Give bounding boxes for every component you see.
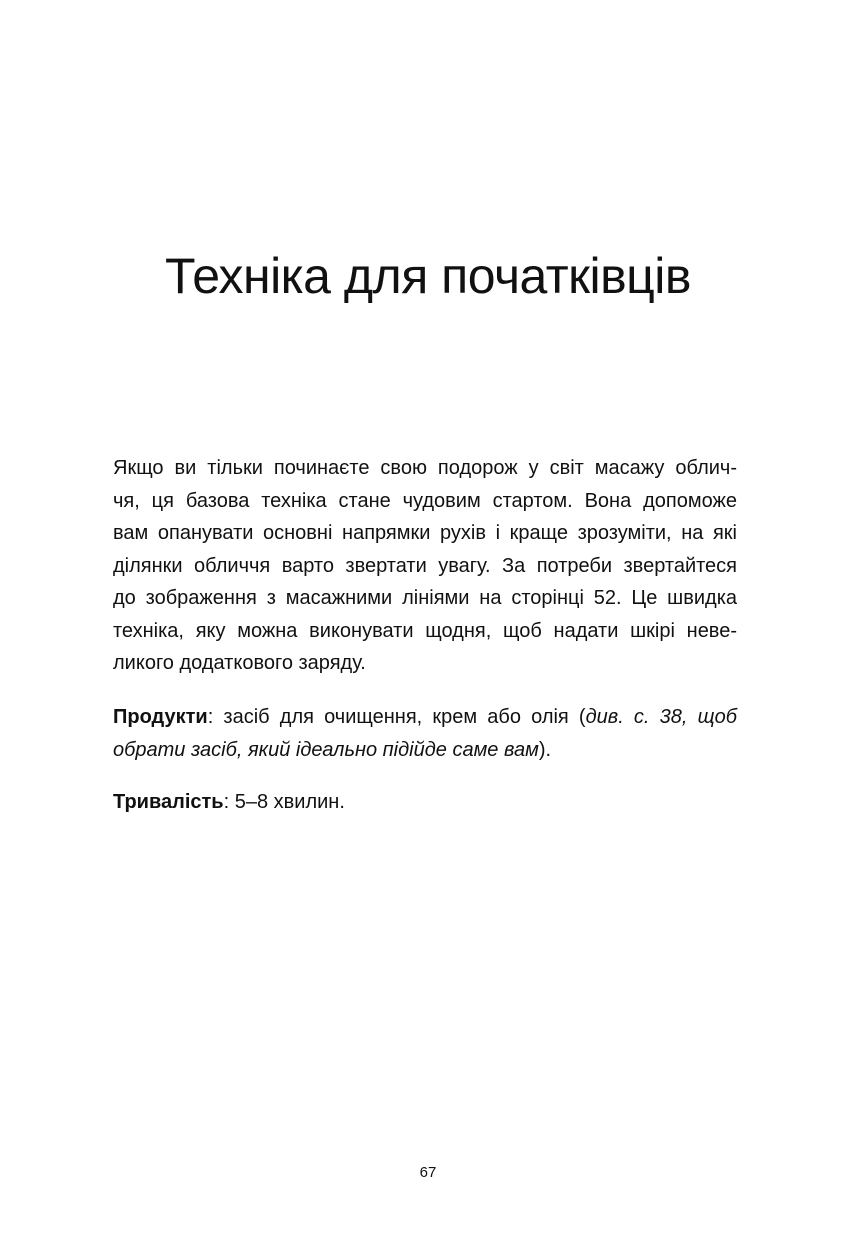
intro-line: вам опанувати основні напрямки рухів і краще зрозуміти, на які: [113, 522, 737, 544]
intro-line: Якщо ви тільки починаєте свою подорож у світ масажу облич-: [113, 457, 737, 479]
duration-text: : 5–8 хвилин.: [223, 791, 345, 813]
intro-paragraph: [113, 452, 737, 680]
products-text: : засіб для очищення, крем або олія (: [207, 706, 586, 728]
duration-label: Тривалість: [113, 791, 224, 813]
products-line-2: [113, 734, 737, 767]
intro-line: техніка, яку можна виконувати щодня, щоб надати шкірі неве-: [113, 619, 737, 642]
products-reference-end: обрати засіб, який ідеально підійде саме вам: [113, 738, 539, 761]
intro-line: до зображення з масажними лініями на сторінці 52. Це швидка: [113, 587, 737, 609]
intro-line: ділянки обличчя варто звертати увагу. За потреби звертайтеся: [113, 554, 737, 577]
products-label: Продукти: [113, 706, 208, 728]
page-title: Техніка для початківців: [165, 248, 691, 304]
page-number: 67: [419, 1164, 437, 1181]
duration-paragraph: [113, 786, 737, 819]
products-paragraph: [113, 701, 737, 766]
products-end: ).: [538, 738, 552, 761]
intro-line: ликого додаткового заряду.: [113, 652, 366, 674]
intro-line: чя, ця базова техніка стане чудовим стартом. Вона допоможе: [113, 489, 737, 512]
products-line-1: [113, 701, 737, 734]
products-reference-start: див. с. 38, щоб: [585, 706, 737, 728]
